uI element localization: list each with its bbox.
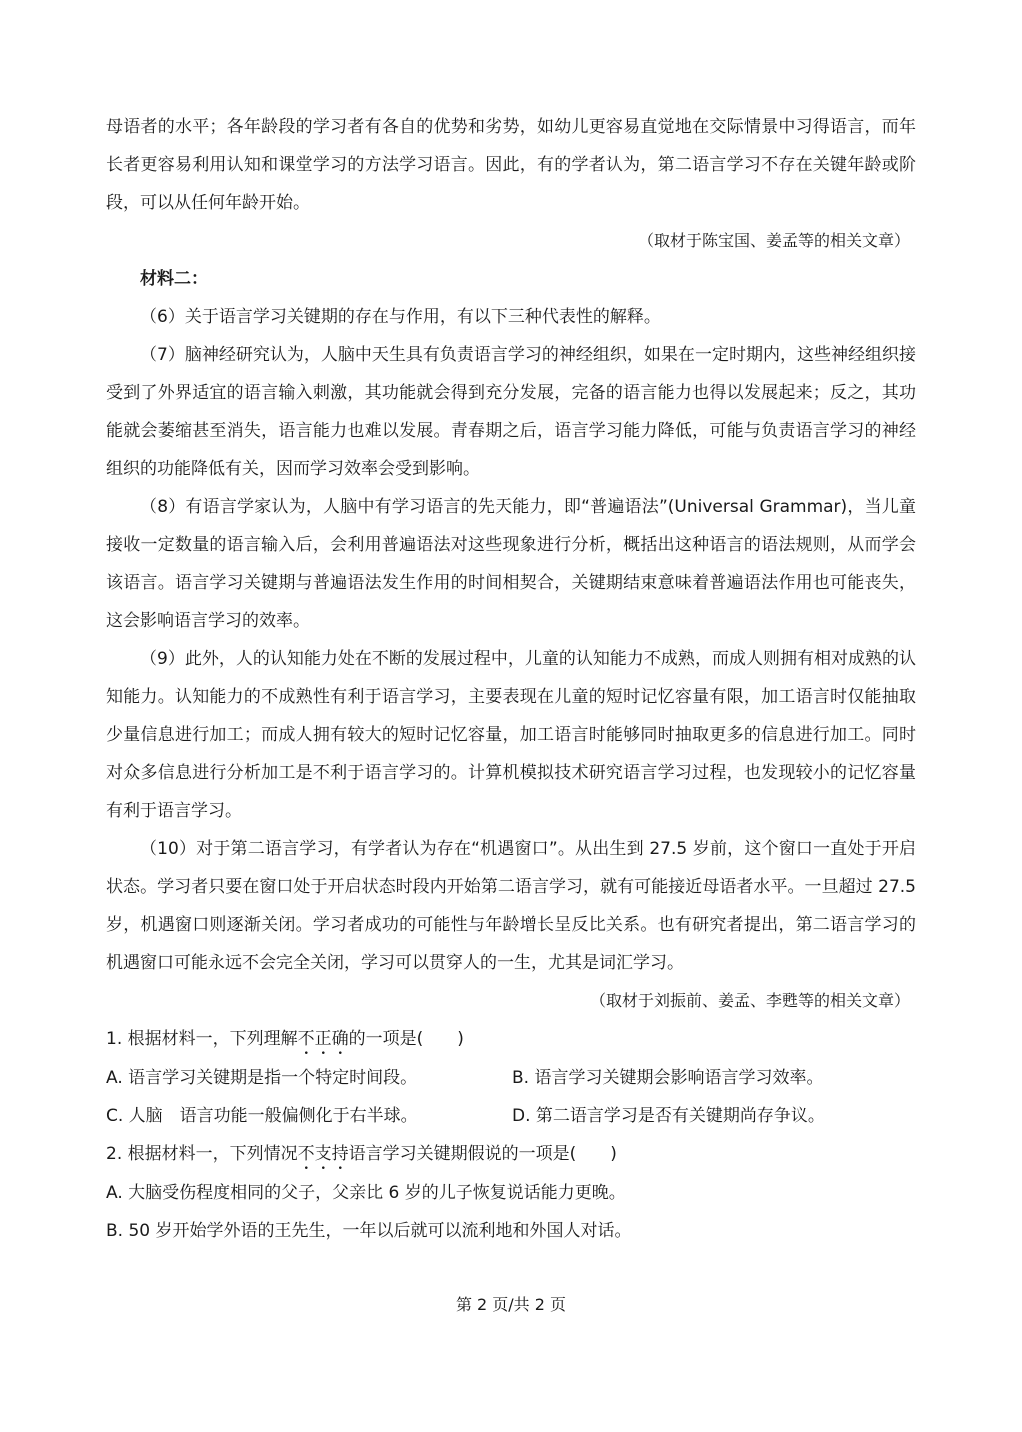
paragraph-6: （6）关于语言学习关键期的存在与作用，有以下三种代表性的解释。	[140, 307, 661, 327]
material2-source: （取材于刘振前、姜孟、李甦等的相关文章）	[589, 991, 910, 1010]
question-2-stem	[106, 1135, 916, 1174]
question-2-option-b: B. 50 岁开始学外语的王先生，一年以后就可以流利地和外国人对话。	[106, 1221, 632, 1241]
paragraph-10: （10）对于第二语言学习，有学者认为存在“机遇窗口”。从出生到 27.5 岁前，这个窗口一直处于开启状态。学习者只要在窗口处于开启状态时段内开始第二语言学习，就有可能接近母语者水平。一旦超过 27.5 岁，机遇窗口则逐渐关闭。学习者成功的可能性与年龄增长呈反比关系。也有研究者提出，第二语言学习的机遇窗口可能永远不会完全关闭，学习可以贯穿人的一生，尤其是词汇学习。	[106, 839, 916, 973]
question-1-option-d: D. 第二语言学习是否有关键期尚存争议。	[512, 1106, 825, 1126]
question-2-stem-end: 语言学习关键期假说的一项是( )	[348, 1144, 617, 1164]
material1-paragraph-end: 母语者的水平；各年龄段的学习者有各自的优势和劣势，如幼儿更容易直觉地在交际情景中习得语言，而年长者更容易利用认知和课堂学习的方法学习语言。因此，有的学者认为，第二语言学习不存在关键年龄或阶段，可以从任何年龄开始。	[106, 117, 916, 213]
question-2-emphasis: 不支持	[297, 1144, 349, 1164]
question-1-option-a: A. 语言学习关键期是指一个特定时间段。	[106, 1068, 418, 1088]
paragraph-8: （8）有语言学家认为，人脑中有学习语言的先天能力，即“普遍语法”(Universal Grammar)，当儿童接收一定数量的语言输入后，会利用普遍语法对这些现象进行分析，概括出这种语言的语法规则，从而学会该语言。语言学习关键期与普遍语法发生作用的时间相契合，关键期结束意味着普遍语法作用也可能丧失，这会影响语言学习的效率。	[106, 497, 916, 631]
question-1-emphasis: 不正确	[297, 1029, 349, 1049]
question-1-options-row-1	[106, 1059, 916, 1097]
question-1-option-b: B. 语言学习关键期会影响语言学习效率。	[512, 1068, 824, 1088]
question-2-option-a: A. 大脑受伤程度相同的父子，父亲比 6 岁的儿子恢复说话能力更晚。	[106, 1183, 626, 1203]
page-footer: 第 2 页/共 2 页	[455, 1295, 567, 1314]
question-1-stem-start: 1. 根据材料一，下列理解	[106, 1029, 298, 1049]
question-1-option-c: C. 人脑 语言功能一般偏侧化于右半球。	[106, 1106, 418, 1126]
paragraph-7: （7）脑神经研究认为，人脑中天生具有负责语言学习的神经组织，如果在一定时期内，这些神经组织接受到了外界适宜的语言输入刺激，其功能就会得到充分发展，完备的语言能力也得以发展起来；反之，其功能就会萎缩甚至消失，语言能力也难以发展。青春期之后，语言学习能力降低，可能与负责语言学习的神经组织的功能降低有关，因而学习效率会受到影响。	[106, 345, 916, 479]
paragraph-9: （9）此外，人的认知能力处在不断的发展过程中，儿童的认知能力不成熟，而成人则拥有相对成熟的认知能力。认知能力的不成熟性有利于语言学习，主要表现在儿童的短时记忆容量有限，加工语言时仅能抽取少量信息进行加工；而成人拥有较大的短时记忆容量，加工语言时能够同时抽取更多的信息进行加工。同时对众多信息进行分析加工是不利于语言学习的。计算机模拟技术研究语言学习过程，也发现较小的记忆容量有利于语言学习。	[106, 649, 916, 821]
question-1-stem-end: 的一项是( )	[348, 1029, 464, 1049]
question-1-options-row-2	[106, 1097, 916, 1135]
material1-source: （取材于陈宝国、姜孟等的相关文章）	[637, 231, 910, 250]
question-1-stem	[106, 1020, 916, 1059]
page-content	[106, 108, 916, 1250]
material2-heading: 材料二：	[140, 269, 208, 289]
question-2-stem-start: 2. 根据材料一，下列情况	[106, 1144, 298, 1164]
